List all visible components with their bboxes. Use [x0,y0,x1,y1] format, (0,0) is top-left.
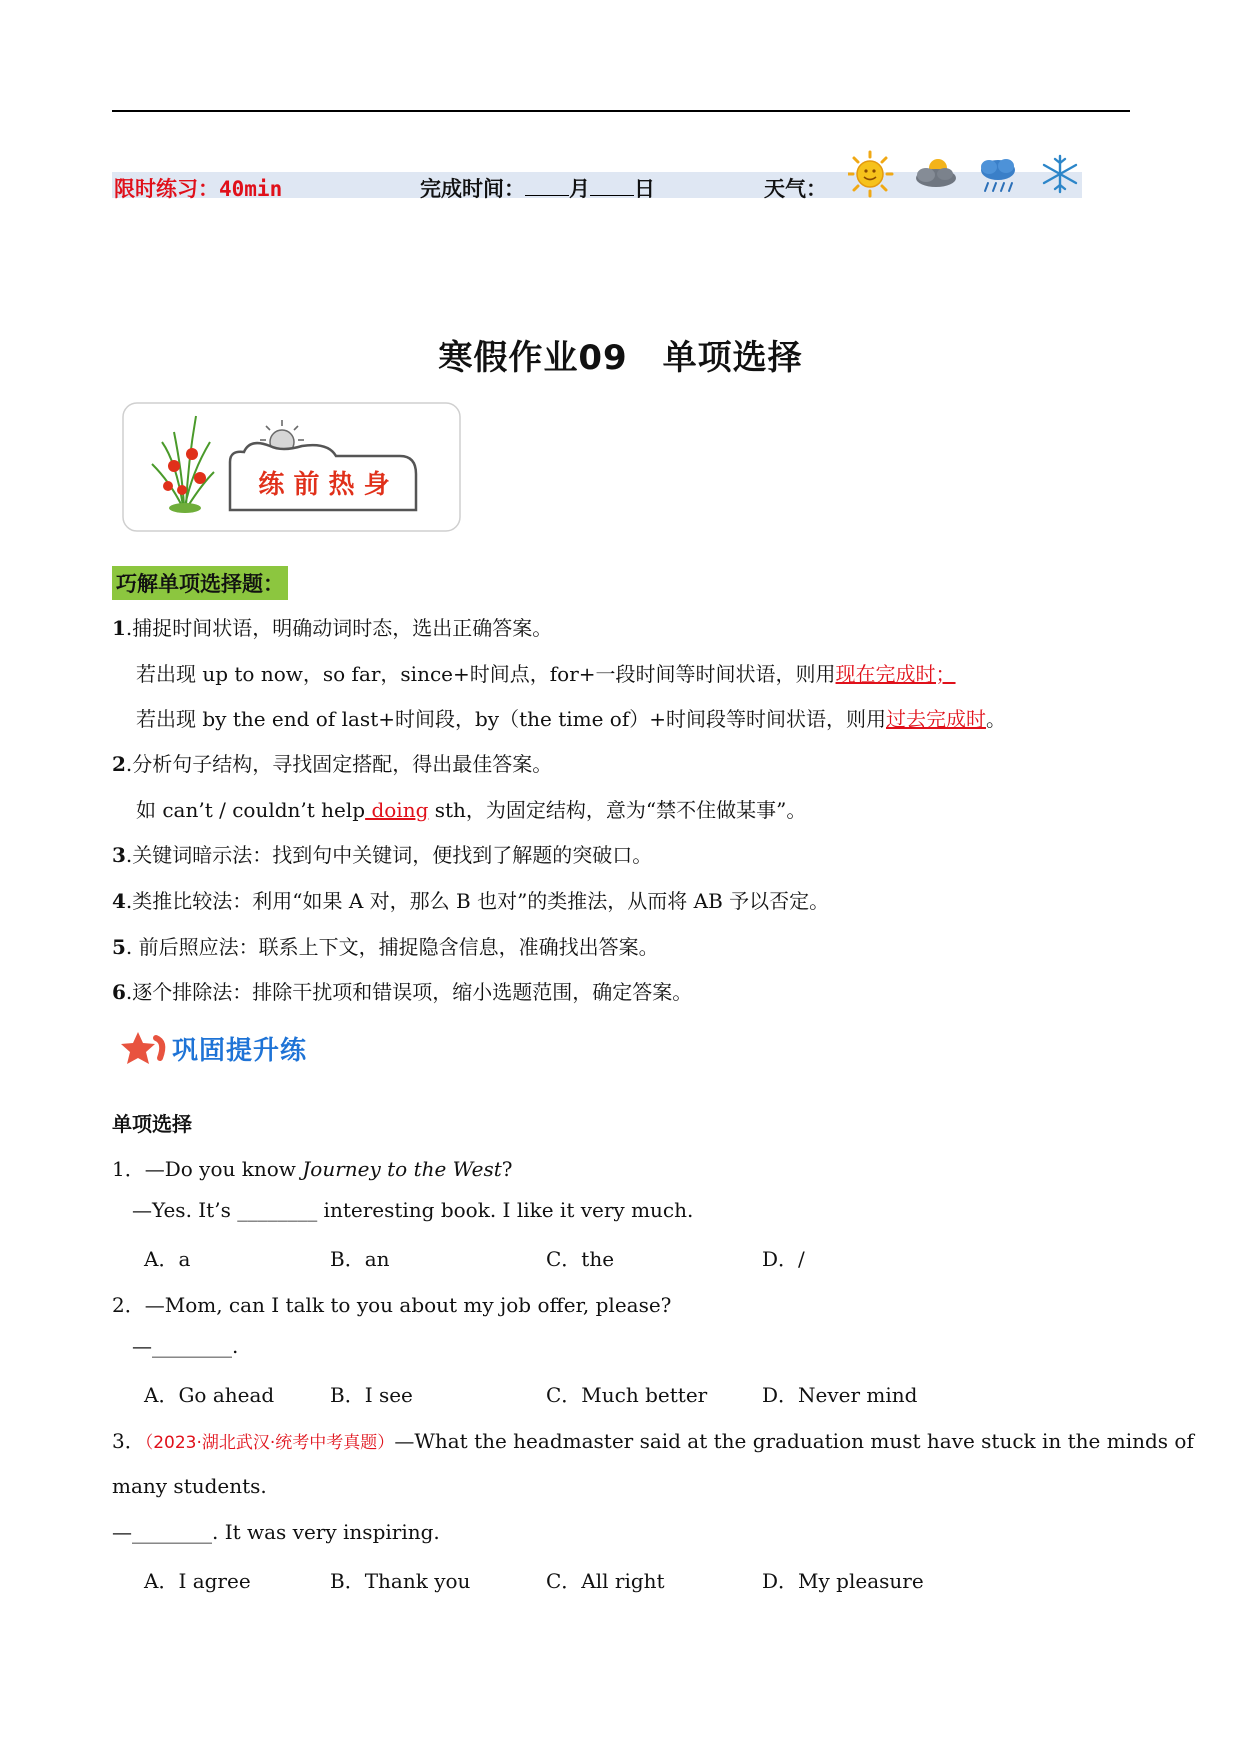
practice-label: 巩固提升练 [172,1036,308,1066]
tip-1b: 若出现 by the end of last+时间段，by（the time of）+时间段等时间状语，则用过去完成时。 [136,707,1006,731]
q3-stem-cont: many students. [112,1474,267,1498]
weather-icons [848,150,1088,202]
day-blank [590,177,634,196]
snow-icon [1044,156,1076,192]
tip-1: 1.捕捉时间状语，明确动词时态，选出正确答案。 [112,616,553,640]
top-rule [112,110,1130,112]
q3-option-c[interactable]: C．All right [546,1569,665,1593]
q1-option-a[interactable]: A．a [144,1247,191,1271]
tip-4: 4.类推比较法：利用“如果 A 对，那么 B 也对”的类推法，从而将 AB 予以否定。 [112,889,830,913]
sun-icon [848,152,892,196]
tip-2a: 如 can’t / couldn’t help doing sth，为固定结构，意为“禁不住做某事”。 [136,798,807,822]
q3-option-d[interactable]: D．My pleasure [762,1569,924,1593]
q1-option-c[interactable]: C．the [546,1247,615,1271]
past-perfect-answer: 过去完成时 [886,707,986,731]
day-label: 日 [634,177,655,201]
time-limit: 限时练习：40min [114,177,283,201]
weather-label: 天气： [764,177,827,201]
q1-line2: —Yes. It’s ________ interesting book. I like it very much. [132,1198,694,1222]
rain-icon [981,159,1015,191]
q2-option-b[interactable]: B．I see [330,1383,413,1407]
partly-cloudy-icon [916,159,956,187]
q3-stem: 3．（2023·湖北武汉·统考中考真题）—What the headmaster said at the graduation must have stuck in the minds of [112,1429,1194,1453]
q2-option-d[interactable]: D．Never mind [762,1383,918,1407]
q2-option-a[interactable]: A．Go ahead [144,1383,275,1407]
q1-option-d[interactable]: D．/ [762,1247,805,1271]
q2-line2: —________. [132,1334,239,1358]
tip-2: 2.分析句子结构，寻找固定搭配，得出最佳答案。 [112,752,553,776]
q1-option-b[interactable]: B．an [330,1247,390,1271]
q2-option-c[interactable]: C．Much better [546,1383,708,1407]
q2-stem: 2．—Mom, can I talk to you about my job offer, please? [112,1293,672,1317]
q1-stem: 1．—Do you know Journey to the West? [112,1157,513,1181]
questions-heading: 单项选择 [112,1112,192,1136]
month-label: 月 [569,177,590,201]
warmup-banner [122,402,462,534]
tip-1a: 若出现 up to now，so far，since+时间点，for+一段时间等时间状语，则用现在完成时； [136,662,956,686]
page-title: 寒假作业09 单项选择 [438,338,803,378]
q3-source: （2023·湖北武汉·统考中考真题） [144,1433,395,1453]
star-icon [120,1028,170,1068]
warmup-label: 练 前 热 身 [258,470,390,500]
q3-line2: —________. It was very inspiring. [112,1520,440,1544]
month-blank [525,177,569,196]
tips-heading: 巧解单项选择题： [112,566,288,600]
done-label: 完成时间： [420,177,525,201]
present-perfect-answer: 现在完成时； [835,662,956,686]
tip-6: 6.逐个排除法：排除干扰项和错误项，缩小选题范围，确定答案。 [112,980,693,1004]
q3-option-a[interactable]: A．I agree [144,1569,251,1593]
tip-3: 3.关键词暗示法：找到句中关键词，便找到了解题的突破口。 [112,843,653,867]
doing-answer: doing [365,798,429,822]
tip-5: 5. 前后照应法：联系上下文，捕捉隐含信息，准确找出答案。 [112,935,659,959]
completion-time [420,173,655,203]
q3-option-b[interactable]: B．Thank you [330,1569,471,1593]
